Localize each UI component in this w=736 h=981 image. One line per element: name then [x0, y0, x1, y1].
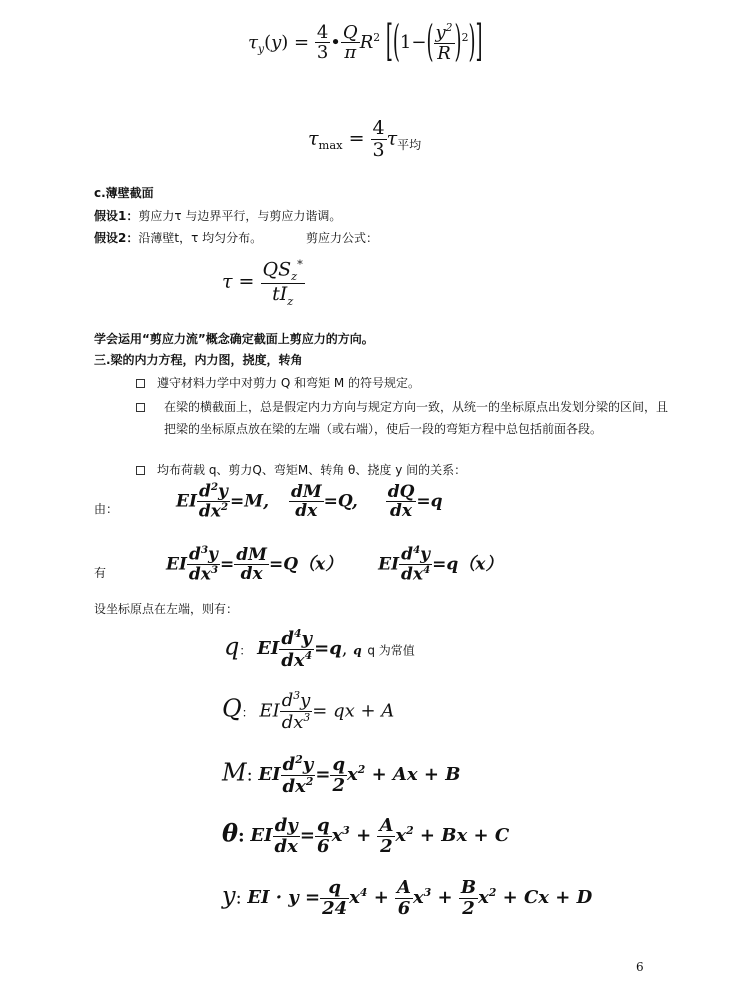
assumption-2 [94, 229, 378, 246]
formula-Q: Q： EI $\frac{d^3y}{dx^3}$ = qx + A [222, 689, 395, 733]
label-have: 有 [94, 566, 107, 580]
shear-flow-note: 学会运用“剪应力流”概念确定截面上剪应力的方向。 [94, 332, 374, 346]
formula-shear-stress: τ = $\frac{QS_z^*}{tI_z}$ [222, 257, 303, 308]
section-3-title: 三.梁的内力方程，内力图，挠度，转角 [94, 353, 303, 367]
q-const-note: q 为常值 [367, 643, 415, 658]
bullet-2: 在梁的横截面上，总是假定内力方向与规定方向一致，从统一的坐标原点出发划分梁的区间，且把梁的坐标原点放在梁的左端（或右端），使后一段的弯矩方程中总包括前面各段。 [136, 396, 676, 440]
label-you: 由： [94, 502, 119, 516]
formula-row-2: EI $\frac{d^3y}{dx^3}$ = $\frac{dM}{dx}$ =Q（x） EI $\frac{d^4y}{dx^4}$ =q（x） [166, 544, 503, 585]
formula-q: q： EI $\frac{d^4y}{dx^4}$ =q, q q 为常值 [224, 627, 415, 671]
origin-note: 设坐标原点在左端，则有： [94, 602, 239, 616]
formula-tau-y: $\tau_y(y)$ = $\frac{4}{3}$ • $\frac{Q}{\pi}$ $R^2$ [(1−( $\frac{y^2}{R}$ )$^2$)] [248, 17, 483, 68]
bullet-box-icon [136, 466, 145, 475]
bullet-box-icon [136, 379, 145, 388]
formula-row-1: EI $\frac{d^2y}{dx^2}$ =M, $\frac{dM}{dx}$ =Q, $\frac{dQ}{dx}$ =q [176, 481, 443, 522]
formula-y: y: EI · y = $\frac{q}{24}$ $x^4$ + $\frac{A}{6}$ $x^3$ + $\frac{B}{2}$ $x^2 + Cx + D$ [222, 877, 593, 919]
assumption-1-text: 剪应力τ 与边界平行，与剪应力谐调。 [138, 209, 342, 223]
assumption-2-text: 沿薄壁t，τ 均匀分布。 [138, 231, 263, 245]
formula-theta: θ: EI $\frac{dy}{dx}$ = $\frac{q}{6}$ $x^3$ + $\frac{A}{2}$ $x^2 + Bx + C$ [222, 815, 510, 857]
formula-M: M: EI $\frac{d^2y}{dx^2}$ = $\frac{q}{2}$ $x^2 + Ax + B$ [222, 753, 461, 797]
assumption-1-label: 假设1： [94, 209, 139, 223]
section-c-title: c.薄壁截面 [94, 186, 154, 200]
shear-formula-label: 剪应力公式： [305, 231, 378, 245]
assumption-2-label: 假设2： [94, 231, 139, 245]
formula-tau-max: $\tau_{max}$ = $\frac{4}{3}$ $\tau_{平均}$ [308, 117, 422, 161]
bullet-box-icon [136, 403, 145, 412]
assumption-1 [94, 207, 341, 224]
bullet-1: 遵守材料力学中对剪力 Q 和弯矩 M 的符号规定。 [136, 374, 420, 391]
bullet-3: 均布荷载 q、剪力Q、弯矩M、转角 θ、挠度 y 间的关系： [136, 461, 466, 478]
page-number: 6 [636, 960, 644, 974]
